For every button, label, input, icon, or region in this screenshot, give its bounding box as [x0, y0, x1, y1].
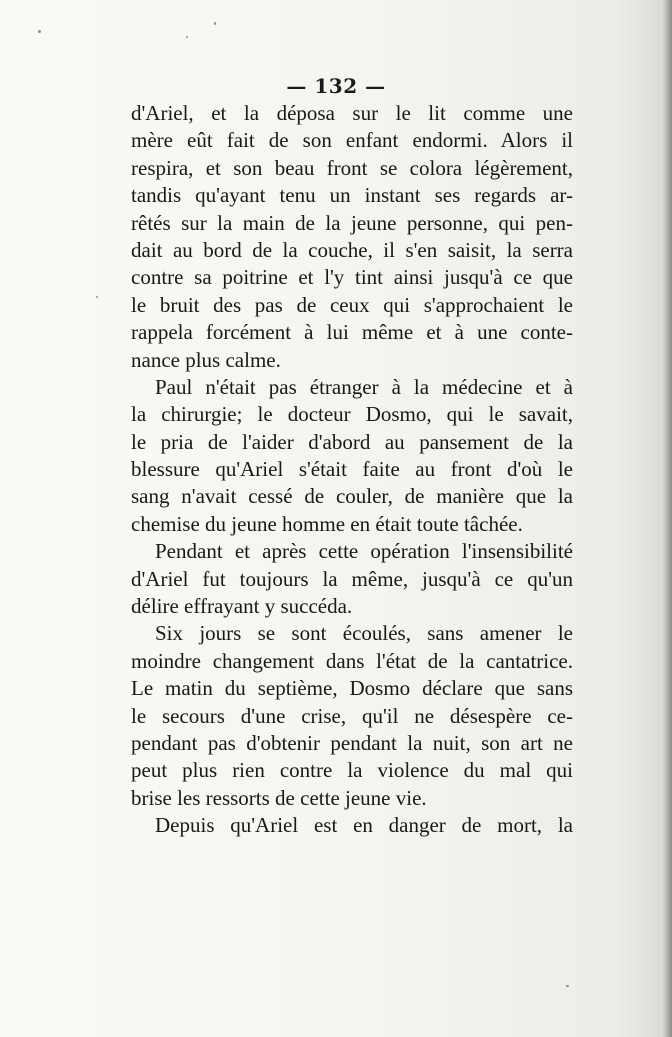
text-line: mère eût fait de son enfant endormi. Alors il — [131, 128, 573, 153]
text-line: dait au bord de la couche, il s'en saisit, la serra — [131, 237, 573, 262]
paper-speck — [186, 36, 188, 38]
text-line: brise les ressorts de cette jeune vie. — [131, 785, 427, 810]
text-line: Six jours se sont écoulés, sans amener le — [155, 621, 573, 646]
text-line: la chirurgie; le docteur Dosmo, qui le savait, — [131, 402, 573, 427]
text-line: rappela forcément à lui même et à une conte- — [131, 320, 573, 345]
paper-speck — [96, 296, 98, 298]
page-edge-shadow — [662, 0, 672, 1037]
text-line: d'Ariel, et la déposa sur le lit comme une — [131, 101, 573, 125]
text-line: sang n'avait cessé de couler, de manière que la — [131, 484, 573, 509]
text-line: contre sa poitrine et l'y tint ainsi jusqu'à ce que — [131, 265, 573, 290]
text-line: le bruit des pas de ceux qui s'approchaient le — [131, 292, 573, 317]
text-line: peut plus rien contre la violence du mal qui — [131, 758, 573, 783]
paper-speck — [566, 985, 569, 987]
text-line: chemise du jeune homme en était toute tâchée. — [131, 511, 523, 536]
page-number: — 132 — — [286, 74, 386, 98]
text-line: respira, et son beau front se colora légèrement, — [131, 155, 573, 180]
text-line: Paul n'était pas étranger à la médecine et à — [155, 374, 573, 399]
text-line: le pria de l'aider d'abord au pansement de la — [131, 429, 573, 454]
text-line: Le matin du septième, Dosmo déclare que sans — [131, 676, 573, 701]
text-line: d'Ariel fut toujours la même, jusqu'à ce qu'un — [131, 566, 573, 591]
text-line: délire effrayant y succéda. — [131, 594, 353, 619]
text-line: moindre changement dans l'état de la cantatrice. — [131, 648, 573, 673]
text-line: Pendant et après cette opération l'insensibilité — [155, 539, 573, 564]
paper-speck — [214, 22, 216, 25]
text-line: le secours d'une crise, qu'il ne désespère ce- — [131, 703, 573, 728]
paper-speck — [38, 30, 41, 33]
text-line: Depuis qu'Ariel est en danger de mort, la — [155, 813, 573, 838]
text-line: blessure qu'Ariel s'était faite au front d'où le — [131, 457, 573, 482]
body-text — [131, 100, 573, 840]
text-line: nance plus calme. — [131, 347, 281, 372]
text-line: tandis qu'ayant tenu un instant ses regards ar- — [131, 183, 573, 208]
text-line: rêtés sur la main de la jeune personne, qui pen- — [131, 210, 573, 235]
text-line: pendant pas d'obtenir pendant la nuit, son art ne — [131, 730, 573, 755]
